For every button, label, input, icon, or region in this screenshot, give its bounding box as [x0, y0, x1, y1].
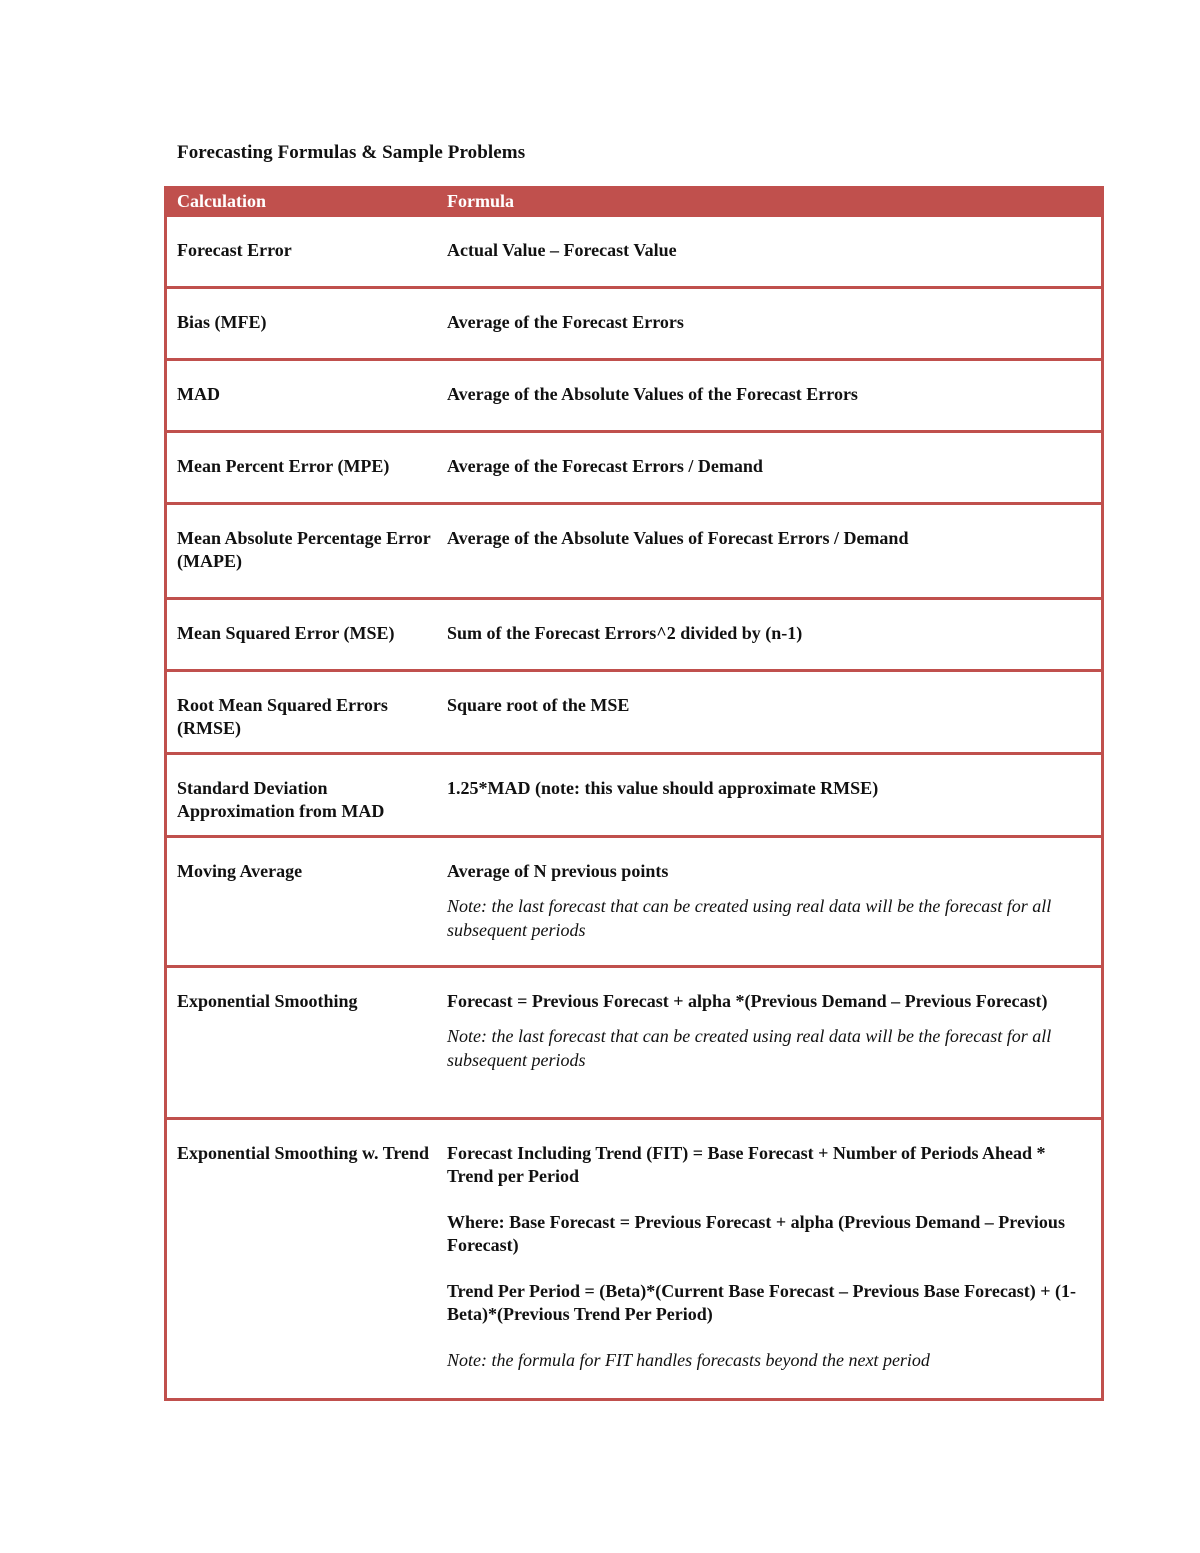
row-calculation: MAD	[177, 384, 220, 404]
table-row	[167, 752, 1101, 835]
formula-table	[164, 186, 1104, 1401]
row-formula-trend: Trend Per Period = (Beta)*(Current Base Forecast – Previous Base Forecast) + (1-Beta)*(Previous Trend Per Period)	[447, 1281, 1077, 1324]
table-row	[167, 835, 1101, 965]
row-formula-where: Where: Base Forecast = Previous Forecast + alpha (Previous Demand – Previous Forecast)	[447, 1212, 1065, 1255]
row-formula-cell	[447, 968, 1101, 1117]
table-row	[167, 502, 1101, 597]
row-formula: Average of the Forecast Errors	[447, 312, 684, 332]
row-calculation: Forecast Error	[177, 240, 292, 260]
table-row	[167, 430, 1101, 502]
row-formula: Square root of the MSE	[447, 695, 630, 715]
row-calculation: Standard Deviation Approximation from MAD	[177, 778, 385, 821]
table-header-row	[167, 189, 1101, 214]
table-row	[167, 1117, 1101, 1398]
row-note: Note: the formula for FIT handles forecasts beyond the next period	[447, 1350, 930, 1370]
row-calculation: Exponential Smoothing	[177, 991, 358, 1011]
row-formula-cell	[447, 1120, 1101, 1398]
table-row	[167, 669, 1101, 752]
row-calculation: Mean Percent Error (MPE)	[177, 456, 390, 476]
page-title: Forecasting Formulas & Sample Problems	[177, 142, 526, 163]
row-formula: Forecast Including Trend (FIT) = Base Forecast + Number of Periods Ahead * Trend per Period	[447, 1143, 1046, 1186]
row-calculation: Bias (MFE)	[177, 312, 267, 332]
table-row	[167, 286, 1101, 358]
row-formula: Average of the Forecast Errors / Demand	[447, 456, 763, 476]
row-note: Note: the last forecast that can be created using real data will be the forecast for all subsequent periods	[447, 1026, 1052, 1070]
row-calculation: Mean Absolute Percentage Error (MAPE)	[177, 528, 431, 571]
table-row	[167, 965, 1101, 1117]
row-calculation: Root Mean Squared Errors (RMSE)	[177, 695, 388, 738]
row-calculation: Exponential Smoothing w. Trend	[177, 1143, 430, 1163]
header-formula: Formula	[447, 191, 514, 211]
header-calculation: Calculation	[177, 191, 267, 211]
row-formula: Forecast = Previous Forecast + alpha *(Previous Demand – Previous Forecast)	[447, 991, 1048, 1011]
row-formula: Average of the Absolute Values of Forecast Errors / Demand	[447, 528, 909, 548]
row-formula: Actual Value – Forecast Value	[447, 240, 677, 260]
table-row	[167, 358, 1101, 430]
table-row	[167, 597, 1101, 669]
row-formula: Average of N previous points	[447, 861, 669, 881]
table-row	[167, 214, 1101, 286]
row-formula: Sum of the Forecast Errors^2 divided by (n-1)	[447, 623, 803, 643]
row-calculation: Moving Average	[177, 861, 303, 881]
row-calculation: Mean Squared Error (MSE)	[177, 623, 395, 643]
row-note: Note: the last forecast that can be created using real data will be the forecast for all subsequent periods	[447, 896, 1052, 940]
row-formula: Average of the Absolute Values of the Forecast Errors	[447, 384, 858, 404]
row-formula-cell	[447, 838, 1101, 965]
row-formula: 1.25*MAD (note: this value should approximate RMSE)	[447, 778, 879, 798]
